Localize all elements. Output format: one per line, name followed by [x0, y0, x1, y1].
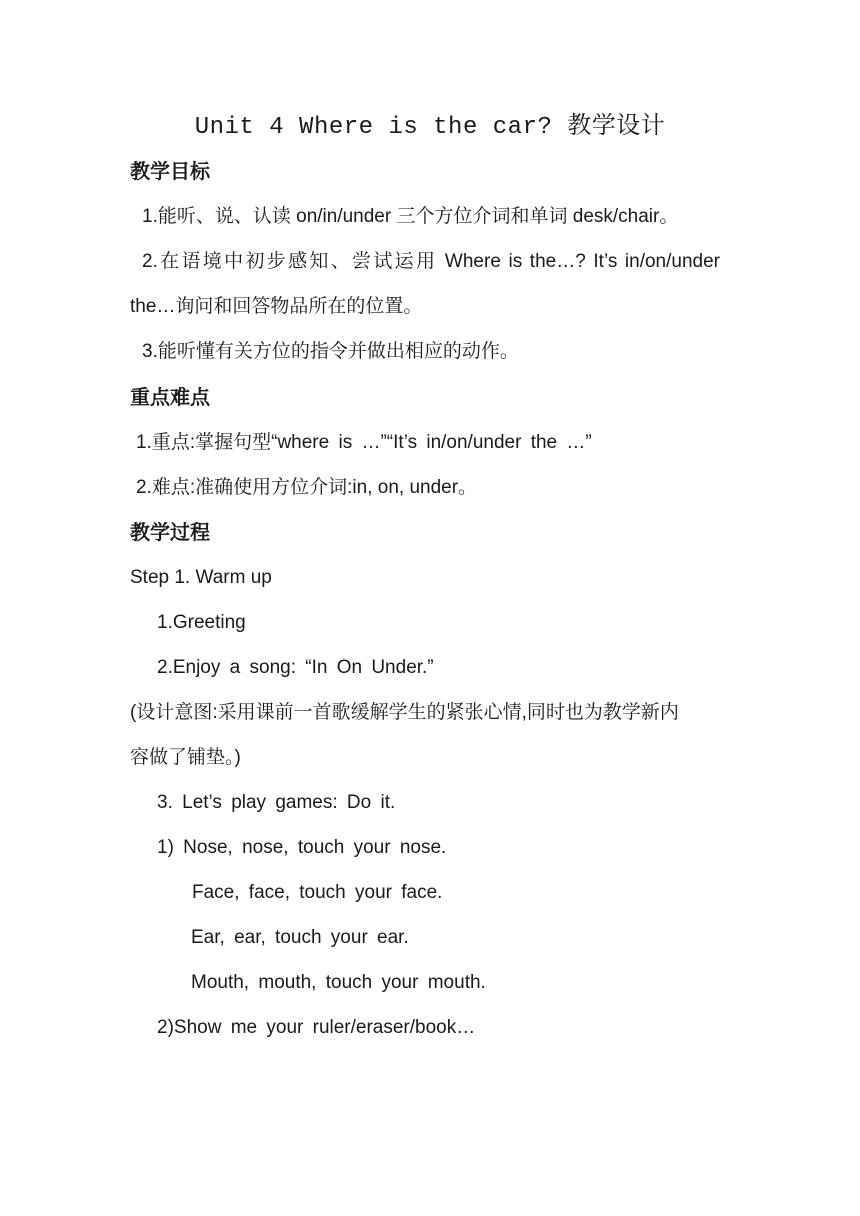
- key-point-focus: 1.重点:掌握句型“where is …”“It’s in/on/under the …”: [136, 432, 592, 453]
- chant-line-2: Face, face, touch your face.: [192, 882, 443, 903]
- objectives-heading: 教学目标: [130, 161, 210, 183]
- show-me-line: 2)Show me your ruler/eraser/book…: [157, 1017, 476, 1038]
- chant-line-4: Mouth, mouth, touch your mouth.: [191, 972, 486, 993]
- step-1-song: 2.Enjoy a song: “In On Under.”: [157, 657, 434, 678]
- step-1-heading: Step 1. Warm up: [130, 567, 272, 588]
- process-heading: 教学过程: [130, 522, 210, 544]
- objective-item-3: 3.能听懂有关方位的指令并做出相应的动作。: [142, 341, 519, 362]
- step-1-greeting: 1.Greeting: [157, 612, 246, 633]
- step-1-games: 3. Let’s play games: Do it.: [157, 792, 396, 813]
- chant-line-3: Ear, ear, touch your ear.: [191, 927, 409, 948]
- document-title: Unit 4 Where is the car? 教学设计: [194, 114, 666, 141]
- key-points-heading: 重点难点: [130, 387, 210, 409]
- objective-item-2-line-1: 2.在语境中初步感知、尝试运用 Where is the…? It’s in/on/under: [142, 251, 720, 272]
- design-intent-line-1: (设计意图:采用课前一首歌缓解学生的紧张心情,同时也为教学新内: [130, 702, 679, 723]
- design-intent-line-2: 容做了铺垫。): [130, 747, 241, 768]
- objective-item-1: 1.能听、说、认读 on/in/under 三个方位介词和单词 desk/chair。: [142, 206, 679, 227]
- chant-line-1: 1) Nose, nose, touch your nose.: [157, 837, 447, 858]
- objective-item-2-line-2: the…询问和回答物品所在的位置。: [130, 296, 423, 317]
- key-point-difficulty: 2.难点:准确使用方位介词:in, on, under。: [136, 477, 478, 498]
